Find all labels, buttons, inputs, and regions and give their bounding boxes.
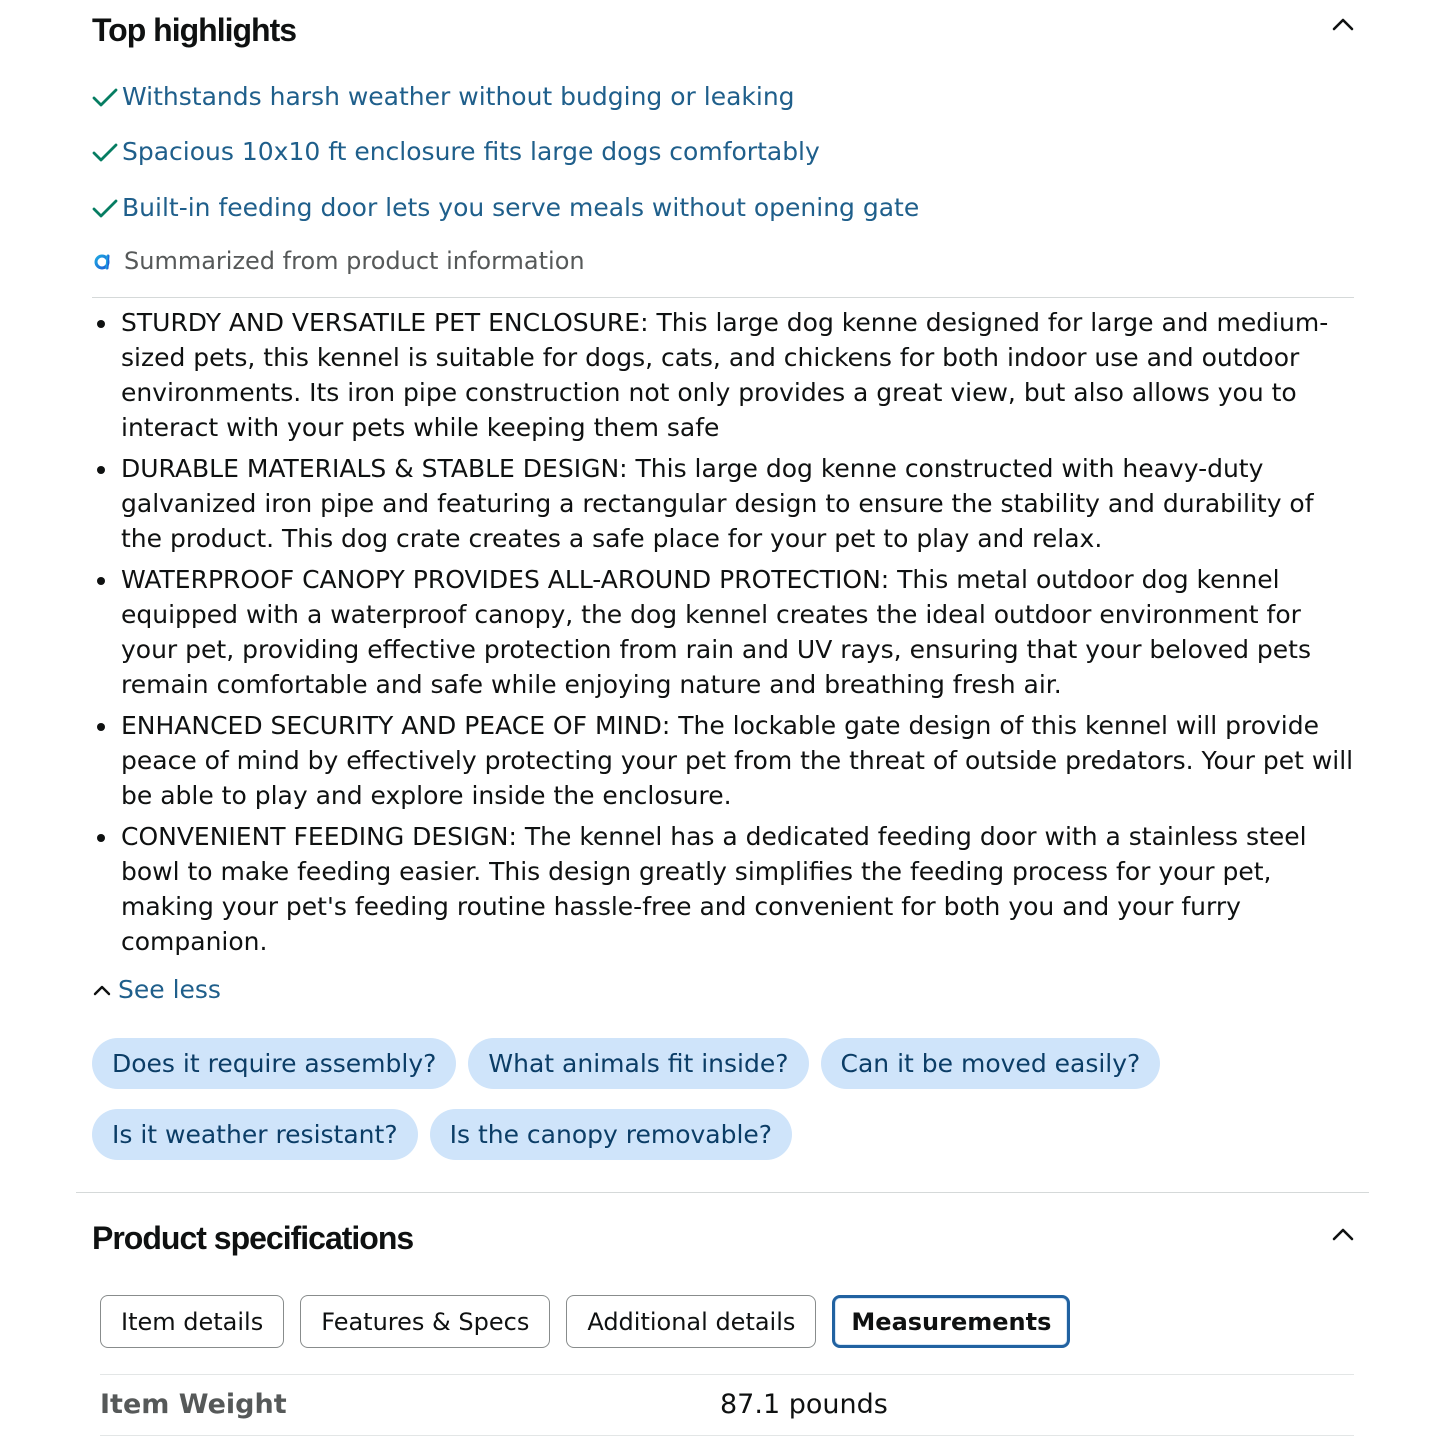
summary-note-text: Summarized from product information bbox=[124, 247, 585, 275]
highlight-text: Withstands harsh weather without budging or leaking bbox=[122, 82, 795, 111]
highlight-item bbox=[92, 193, 919, 222]
tab-measurements[interactable]: Measurements bbox=[832, 1295, 1070, 1348]
feature-bullet: DURABLE MATERIALS & STABLE DESIGN: This large dog kenne constructed with heavy-duty galvanized iron pipe and featuring a rectangular design to ensure the stability and durability of the product. This dog crate creates a safe place for your pet to play and relax. bbox=[92, 451, 1357, 556]
feature-bullet: ENHANCED SECURITY AND PEACE OF MIND: The lockable gate design of this kennel will provide peace of mind by effectively protecting your pet from the threat of outside predators. Your pet will be able to play and explore inside the enclosure. bbox=[92, 708, 1357, 813]
highlight-text: Spacious 10x10 ft enclosure fits large dogs comfortably bbox=[122, 137, 820, 166]
top-highlights-title: Top highlights bbox=[92, 12, 297, 48]
feature-bullet: STURDY AND VERSATILE PET ENCLOSURE: This large dog kenne designed for large and medium-sized pets, this kennel is suitable for dogs, cats, and chickens for both indoor use and outdoor environments. Its iron pipe construction not only provides a great view, but also allows you to interact with your pets while keeping them safe bbox=[92, 305, 1357, 445]
suggested-questions-row bbox=[92, 1109, 1192, 1160]
see-less-link[interactable] bbox=[92, 975, 221, 1004]
question-chip[interactable]: What animals fit inside? bbox=[468, 1038, 808, 1089]
ai-summary-note bbox=[92, 247, 585, 275]
tab-features-specs[interactable]: Features & Specs bbox=[300, 1295, 550, 1348]
specification-tabs bbox=[100, 1295, 1070, 1348]
highlight-item bbox=[92, 82, 795, 111]
question-chip[interactable]: Is the canopy removable? bbox=[430, 1109, 792, 1160]
product-specifications-title: Product specifications bbox=[92, 1220, 414, 1256]
spec-row bbox=[100, 1374, 1354, 1436]
checkmark-icon bbox=[92, 141, 118, 163]
collapse-highlights-button[interactable] bbox=[1329, 10, 1357, 38]
feature-bullet-list bbox=[92, 305, 1357, 965]
question-chip[interactable]: Does it require assembly? bbox=[92, 1038, 456, 1089]
question-chip[interactable]: Can it be moved easily? bbox=[821, 1038, 1161, 1089]
chevron-up-icon bbox=[92, 980, 112, 1000]
feature-bullet: WATERPROOF CANOPY PROVIDES ALL-AROUND PROTECTION: This metal outdoor dog kennel equipped with a waterproof canopy, the dog kennel creates the ideal outdoor environment for your pet, providing effective protection from rain and UV rays, ensuring that your beloved pets remain comfortable and safe while enjoying nature and breathing fresh air. bbox=[92, 562, 1357, 702]
highlight-item bbox=[92, 137, 820, 166]
checkmark-icon bbox=[92, 86, 118, 108]
suggested-questions-row bbox=[92, 1038, 1192, 1089]
spec-value: 87.1 pounds bbox=[720, 1389, 888, 1420]
checkmark-icon bbox=[92, 197, 118, 219]
tab-item-details[interactable]: Item details bbox=[100, 1295, 284, 1348]
spec-label: Item Weight bbox=[100, 1389, 287, 1420]
highlight-text: Built-in feeding door lets you serve meals without opening gate bbox=[122, 193, 920, 222]
divider bbox=[92, 297, 1354, 298]
feature-bullet: CONVENIENT FEEDING DESIGN: The kennel has a dedicated feeding door with a stainless steel bowl to make feeding easier. This design greatly simplifies the feeding process for your pet, making your pet's feeding routine hassle-free and convenient for both you and your furry companion. bbox=[92, 819, 1357, 959]
section-divider bbox=[76, 1192, 1369, 1193]
ai-sparkle-icon bbox=[92, 250, 114, 272]
chevron-up-icon bbox=[1331, 16, 1355, 32]
collapse-specifications-button[interactable] bbox=[1329, 1220, 1357, 1248]
question-chip[interactable]: Is it weather resistant? bbox=[92, 1109, 418, 1160]
tab-additional-details[interactable]: Additional details bbox=[566, 1295, 816, 1348]
chevron-up-icon bbox=[1331, 1226, 1355, 1242]
see-less-label: See less bbox=[118, 975, 221, 1004]
